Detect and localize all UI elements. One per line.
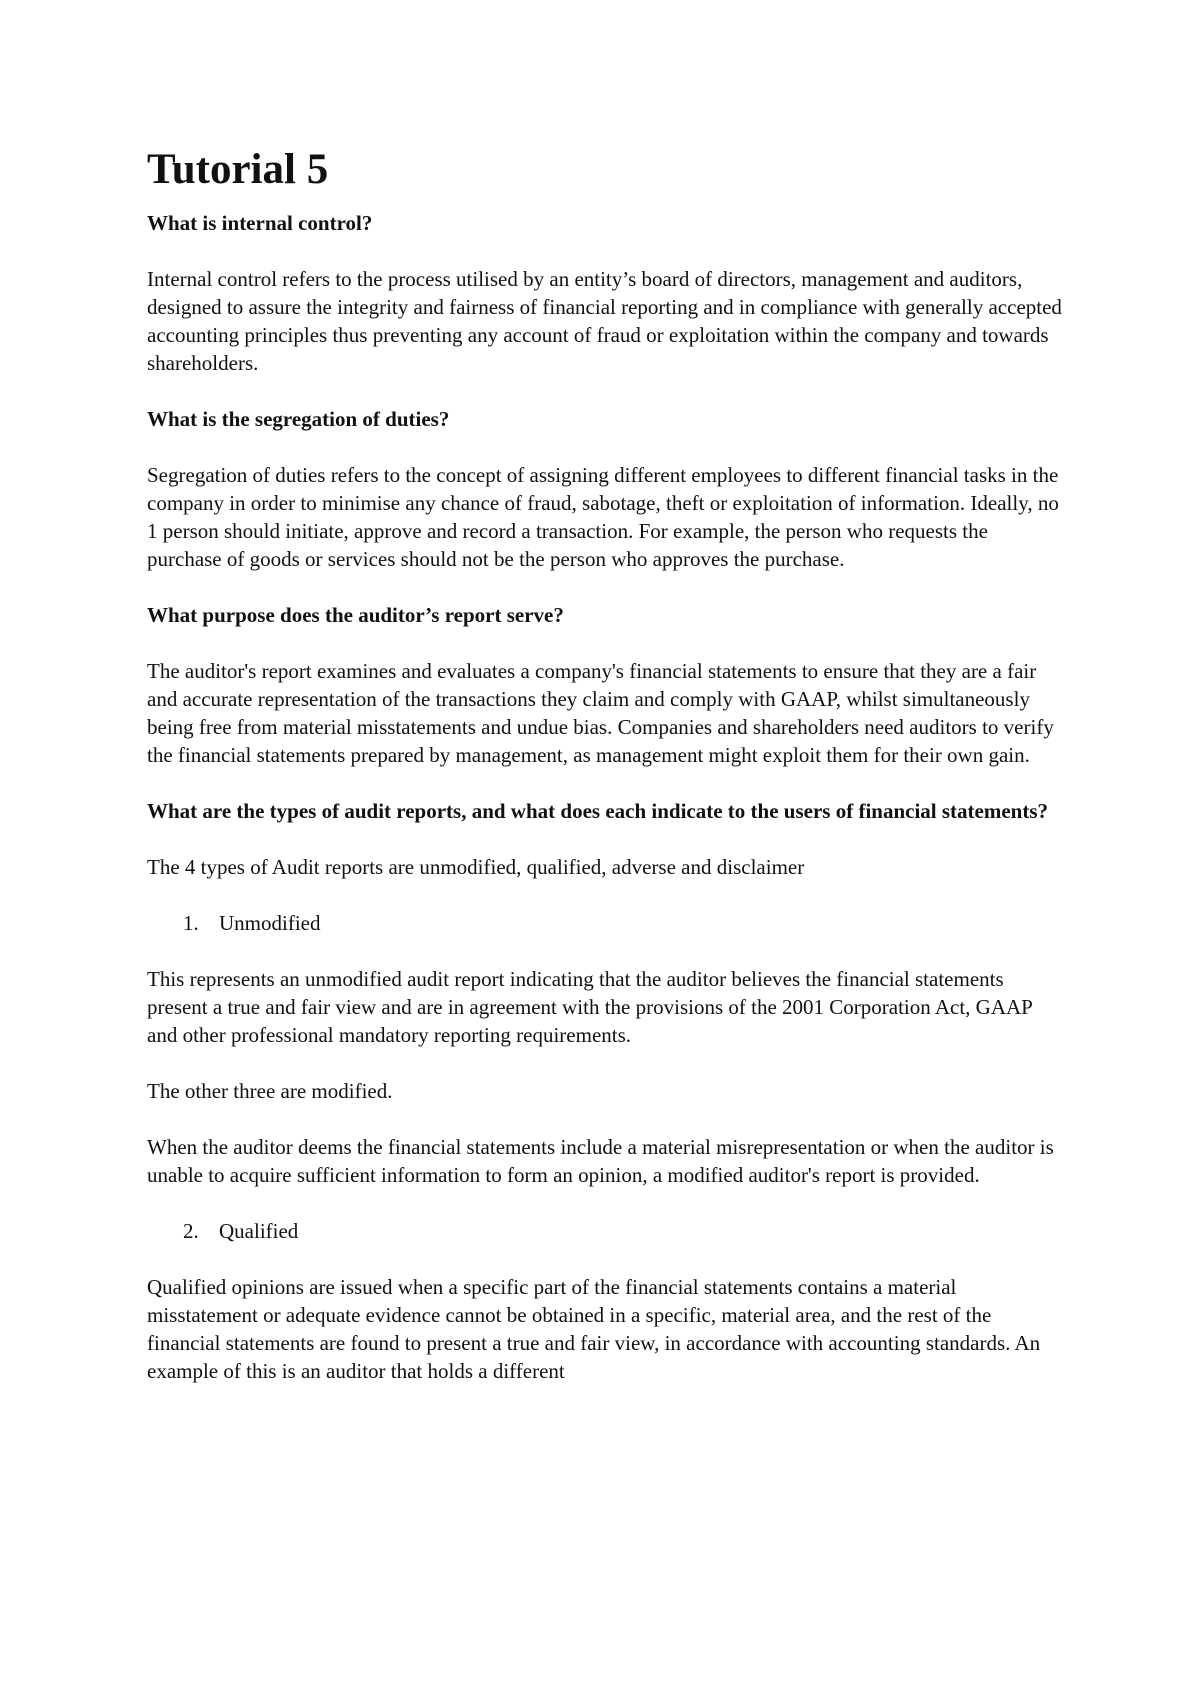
question-auditors-report-purpose: What purpose does the auditor’s report serve? — [147, 603, 564, 627]
answer-audit-report-types: The 4 types of Audit reports are unmodified, qualified, adverse and disclaimer — [147, 855, 805, 879]
list-number: 2. — [183, 1219, 199, 1243]
answer-auditors-report-purpose: The auditor's report examines and evaluates a company's financial statements to ensure that they are a fair and accurate representation of the transactions they claim and comply with GAAP, whilst simultaneously being free from material misstatements and undue bias. Companies and shareholders need auditors to verify the financial statements prepared by management, as management might exploit them for their own gain. — [147, 659, 1054, 767]
question-segregation-of-duties: What is the segregation of duties? — [147, 407, 450, 431]
list-item-unmodified — [147, 909, 1067, 937]
list-label: Qualified — [219, 1219, 299, 1243]
list-label: Unmodified — [219, 911, 321, 935]
list-item-qualified — [147, 1217, 1067, 1245]
answer-internal-control: Internal control refers to the process utilised by an entity’s board of directors, management and auditors, designed to assure the integrity and fairness of financial reporting and in compliance with generally accepted accounting principles thus preventing any account of fraud or exploitation within the company and towards shareholders. — [147, 267, 1062, 375]
question-internal-control: What is internal control? — [147, 211, 373, 235]
list-number: 1. — [183, 911, 199, 935]
qualified-description: Qualified opinions are issued when a specific part of the financial statements contains a material misstatement or adequate evidence cannot be obtained in a specific, material area, and the rest of the financial statements are found to present a true and fair view, in accordance with accounting standards. An example of this is an auditor that holds a different — [147, 1275, 1041, 1383]
modified-intro: The other three are modified. — [147, 1079, 393, 1103]
document-page — [147, 148, 1067, 1385]
modified-description: When the auditor deems the financial statements include a material misrepresentation or when the auditor is unable to acquire sufficient information to form an opinion, a modified auditor's report is provided. — [147, 1135, 1054, 1187]
question-audit-report-types: What are the types of audit reports, and what does each indicate to the users of financial statements? — [147, 799, 1049, 823]
page-title: Tutorial 5 — [147, 146, 329, 193]
unmodified-description: This represents an unmodified audit report indicating that the auditor believes the financial statements present a true and fair view and are in agreement with the provisions of the 2001 Corporation Act, GAAP and other professional mandatory reporting requirements. — [147, 967, 1033, 1047]
answer-segregation-of-duties: Segregation of duties refers to the concept of assigning different employees to different financial tasks in the company in order to minimise any chance of fraud, sabotage, theft or exploitation of information. Ideally, no 1 person should initiate, approve and record a transaction. For example, the person who requests the purchase of goods or services should not be the person who approves the purchase. — [147, 463, 1059, 571]
